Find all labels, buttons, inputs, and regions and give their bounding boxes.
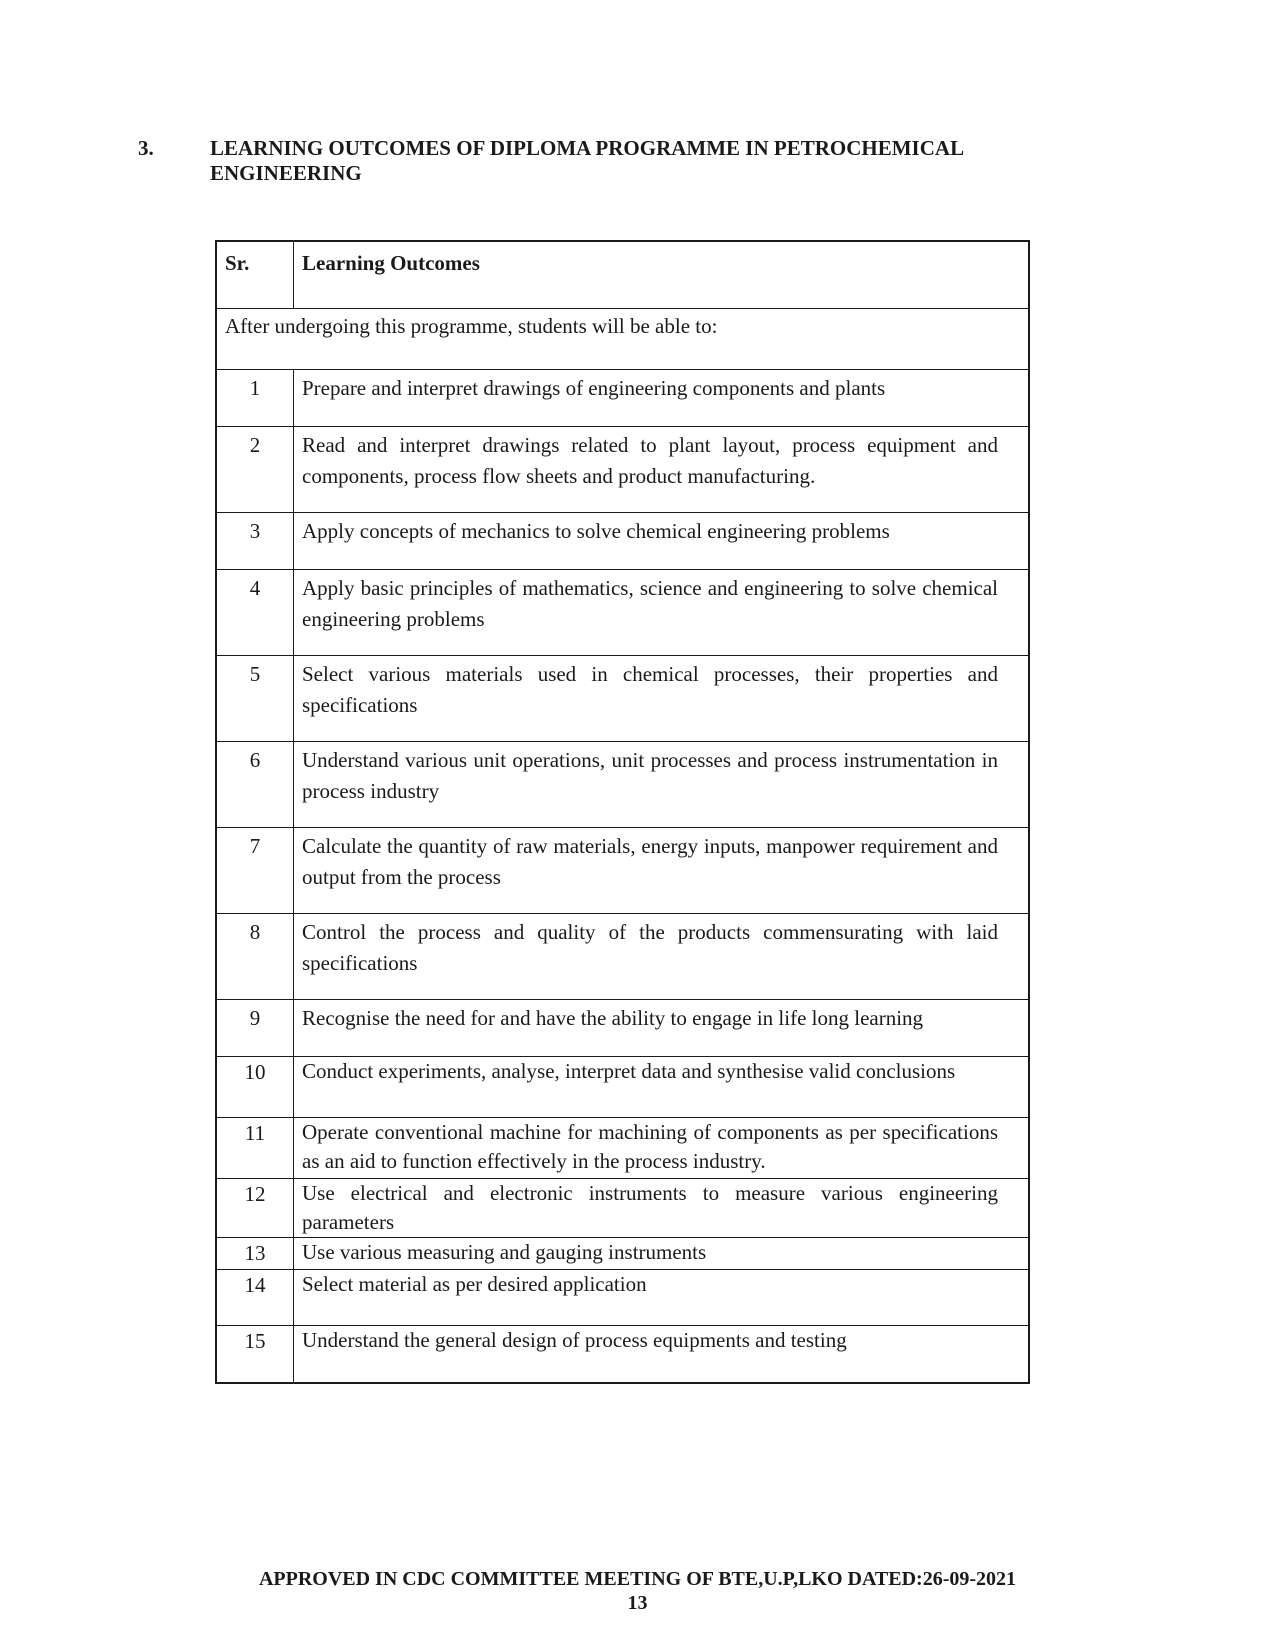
row-outcome-text: Apply concepts of mechanics to solve chemical engineering problems — [294, 513, 1030, 570]
row-sr-number: 15 — [216, 1326, 294, 1383]
page-number: 13 — [627, 1592, 648, 1614]
learning-outcomes-table — [215, 240, 1030, 1384]
table-row — [216, 828, 1029, 914]
intro-row — [216, 309, 1029, 370]
row-outcome-text: Use various measuring and gauging instruments — [294, 1238, 1030, 1270]
table-row — [216, 1326, 1029, 1383]
table-row — [216, 914, 1029, 1000]
header-sr: Sr. — [216, 241, 294, 309]
table-row — [216, 1179, 1029, 1238]
row-outcome-text: Select material as per desired application — [294, 1270, 1030, 1326]
row-sr-number: 1 — [216, 370, 294, 427]
row-outcome-text: Prepare and interpret drawings of engineering components and plants — [294, 370, 1030, 427]
row-sr-number: 5 — [216, 656, 294, 742]
row-outcome-text: Operate conventional machine for machining of components as per specifications as an aid to function effectively in the process industry. — [294, 1118, 1030, 1179]
table-row — [216, 1000, 1029, 1057]
row-outcome-text: Select various materials used in chemical processes, their properties and specifications — [294, 656, 1030, 742]
header-learning-outcomes: Learning Outcomes — [294, 241, 1030, 309]
table-row — [216, 370, 1029, 427]
row-sr-number: 12 — [216, 1179, 294, 1238]
row-sr-number: 7 — [216, 828, 294, 914]
table-row — [216, 427, 1029, 513]
row-sr-number: 11 — [216, 1118, 294, 1179]
row-outcome-text: Recognise the need for and have the ability to engage in life long learning — [294, 1000, 1030, 1057]
row-outcome-text: Read and interpret drawings related to plant layout, process equipment and components, process flow sheets and product manufacturing. — [294, 427, 1030, 513]
approval-note: APPROVED IN CDC COMMITTEE MEETING OF BTE,U.P,LKO DATED:26-09-2021 — [258, 1568, 1017, 1590]
row-sr-number: 9 — [216, 1000, 294, 1057]
table-row — [216, 742, 1029, 828]
row-outcome-text: Use electrical and electronic instruments to measure various engineering parameters — [294, 1179, 1030, 1238]
row-sr-number: 8 — [216, 914, 294, 1000]
section-title: LEARNING OUTCOMES OF DIPLOMA PROGRAMME IN PETROCHEMICAL ENGINEERING — [210, 136, 963, 185]
row-outcome-text: Control the process and quality of the products commensurating with laid specifications — [294, 914, 1030, 1000]
row-outcome-text: Understand various unit operations, unit processes and process instrumentation in process industry — [294, 742, 1030, 828]
page-footer — [0, 1567, 1275, 1615]
table-row — [216, 1118, 1029, 1179]
table-row — [216, 570, 1029, 656]
row-sr-number: 6 — [216, 742, 294, 828]
outcome-rows — [216, 370, 1029, 1383]
table-row — [216, 1238, 1029, 1270]
row-outcome-text: Apply basic principles of mathematics, science and engineering to solve chemical engineering problems — [294, 570, 1030, 656]
row-sr-number: 3 — [216, 513, 294, 570]
row-sr-number: 13 — [216, 1238, 294, 1270]
row-outcome-text: Conduct experiments, analyse, interpret data and synthesise valid conclusions — [294, 1057, 1030, 1118]
table-row — [216, 513, 1029, 570]
row-sr-number: 10 — [216, 1057, 294, 1118]
row-outcome-text: Calculate the quantity of raw materials, energy inputs, manpower requirement and output from the process — [294, 828, 1030, 914]
table-row — [216, 656, 1029, 742]
row-sr-number: 4 — [216, 570, 294, 656]
section-number: 3. — [138, 136, 154, 160]
table-row — [216, 1270, 1029, 1326]
intro-text: After undergoing this programme, students will be able to: — [216, 309, 1029, 370]
table-header-row — [216, 241, 1029, 309]
table-row — [216, 1057, 1029, 1118]
row-sr-number: 14 — [216, 1270, 294, 1326]
row-outcome-text: Understand the general design of process equipments and testing — [294, 1326, 1030, 1383]
row-sr-number: 2 — [216, 427, 294, 513]
